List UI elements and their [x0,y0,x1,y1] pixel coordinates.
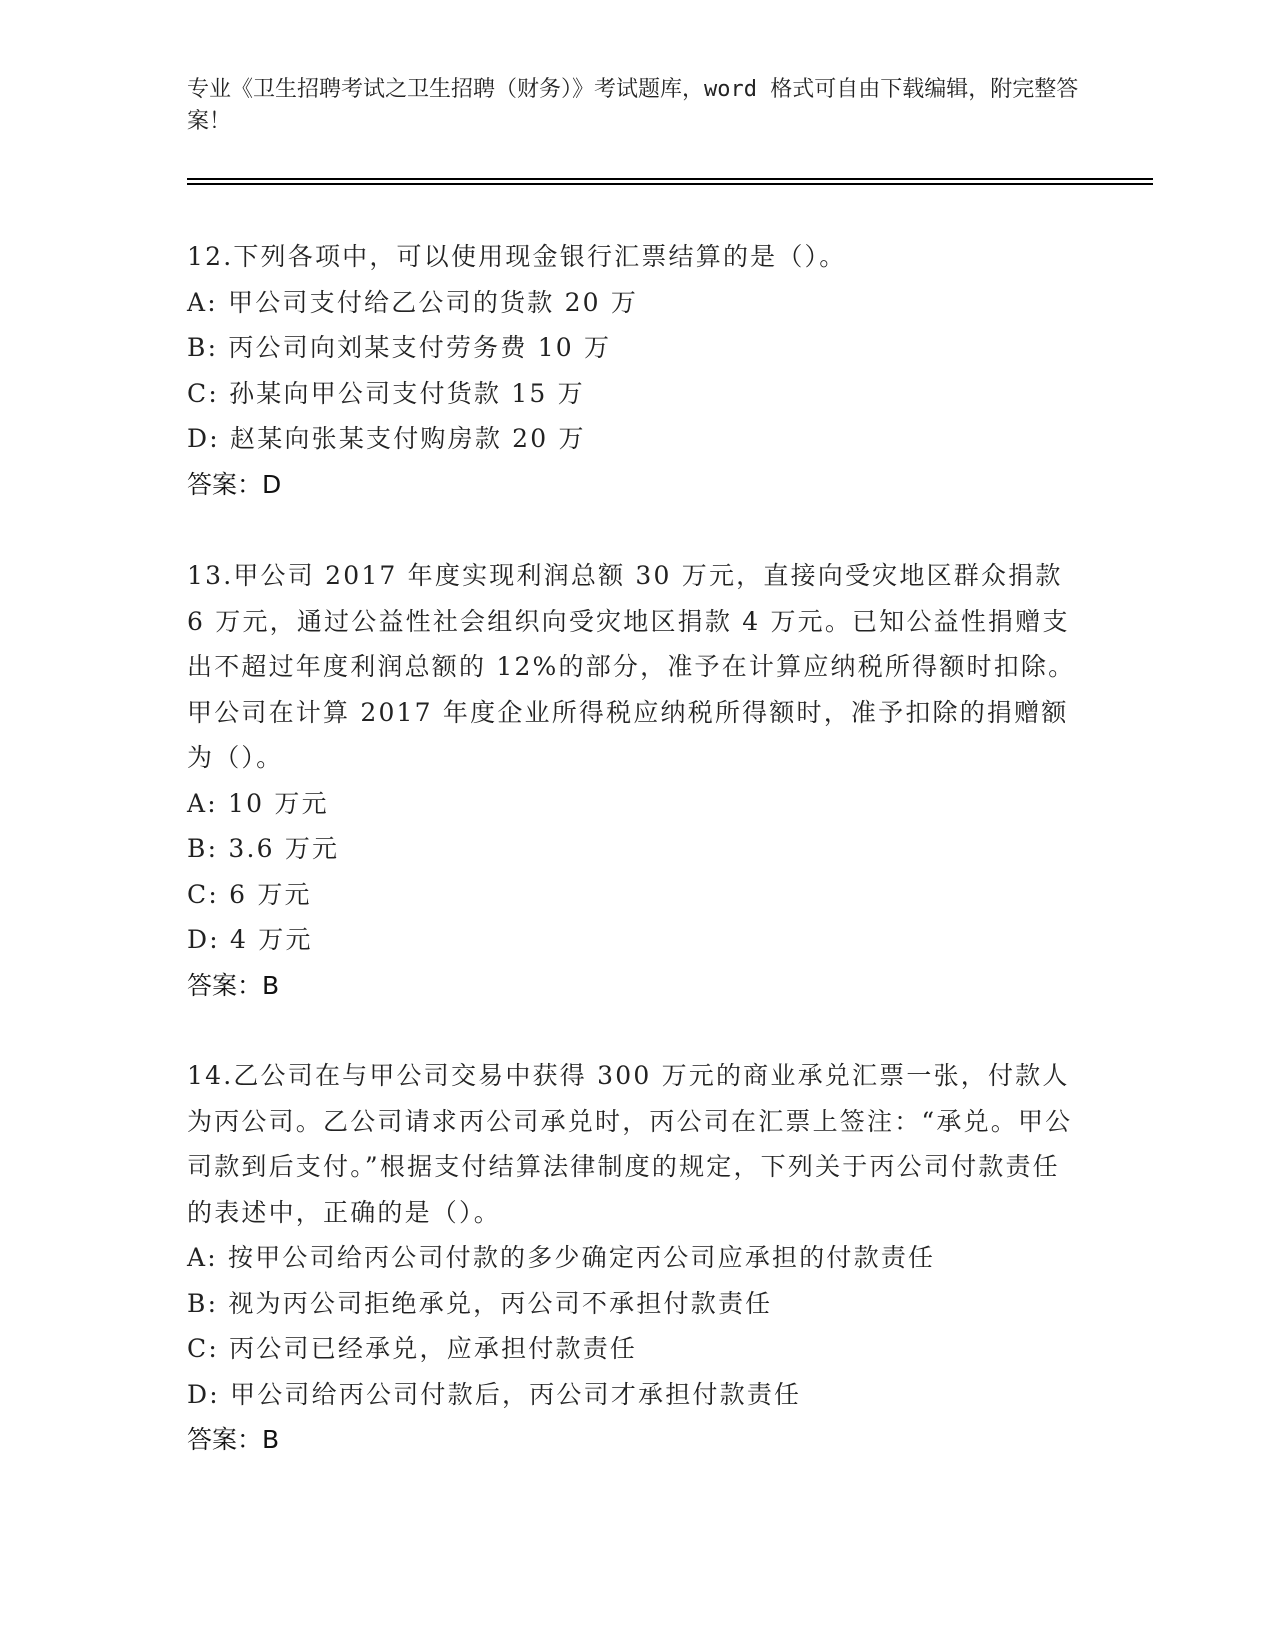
option-d: D: 4 万元 [187,925,313,954]
option-c: C: 孙某向甲公司支付货款 15 万 [187,378,585,408]
question-12 [187,234,1077,507]
option-a: A: 甲公司支付给乙公司的货款 20 万 [187,287,639,317]
answer: 答案：B [187,970,280,1000]
answer: 答案：B [187,1425,280,1454]
question-13 [187,553,1077,1008]
question-stem: 13.甲公司 2017 年度实现利润总额 30 万元，直接向受灾地区群众捐款 6 万元，通过公益性社会组织向受灾地区捐款 4 万元。已知公益性捐赠支出不超过年度利润总额的 12%的部分，准予在计算应纳税所得额时扣除。甲公司在计算 2017 年度企业所得税应纳税所得额时，准予扣除的捐赠额为（）。 [187,561,1076,772]
document-header: 专业《卫生招聘考试之卫生招聘（财务）》考试题库，word 格式可自由下载编辑，附完整答案！ [187,77,1079,134]
option-d: D: 甲公司给丙公司付款后，丙公司才承担付款责任 [187,1379,802,1409]
option-b: B: 3.6 万元 [187,834,340,863]
header-divider-top [187,178,1153,180]
option-b: B: 视为丙公司拒绝承兑，丙公司不承担付款责任 [187,1288,773,1318]
question-14 [187,1053,1077,1463]
option-a: A: 按甲公司给丙公司付款的多少确定丙公司应承担的付款责任 [187,1243,936,1272]
option-a: A: 10 万元 [187,788,329,818]
answer: 答案：D [187,469,282,499]
question-stem: 14.乙公司在与甲公司交易中获得 300 万元的商业承兑汇票一张，付款人为丙公司。乙公司请求丙公司承兑时，丙公司在汇票上签注：“承兑。甲公司款到后支付。”根据支付结算法律制度的规定，下列关于丙公司付款责任的表述中，正确的是（）。 [187,1061,1073,1227]
question-stem: 12.下列各项中，可以使用现金银行汇票结算的是（）。 [187,242,847,271]
option-b: B: 丙公司向刘某支付劳务费 10 万 [187,333,612,362]
header-divider-bottom [187,183,1153,185]
option-c: C: 丙公司已经承兑，应承担付款责任 [187,1334,638,1363]
option-d: D: 赵某向张某支付购房款 20 万 [187,424,586,453]
option-c: C: 6 万元 [187,879,312,909]
